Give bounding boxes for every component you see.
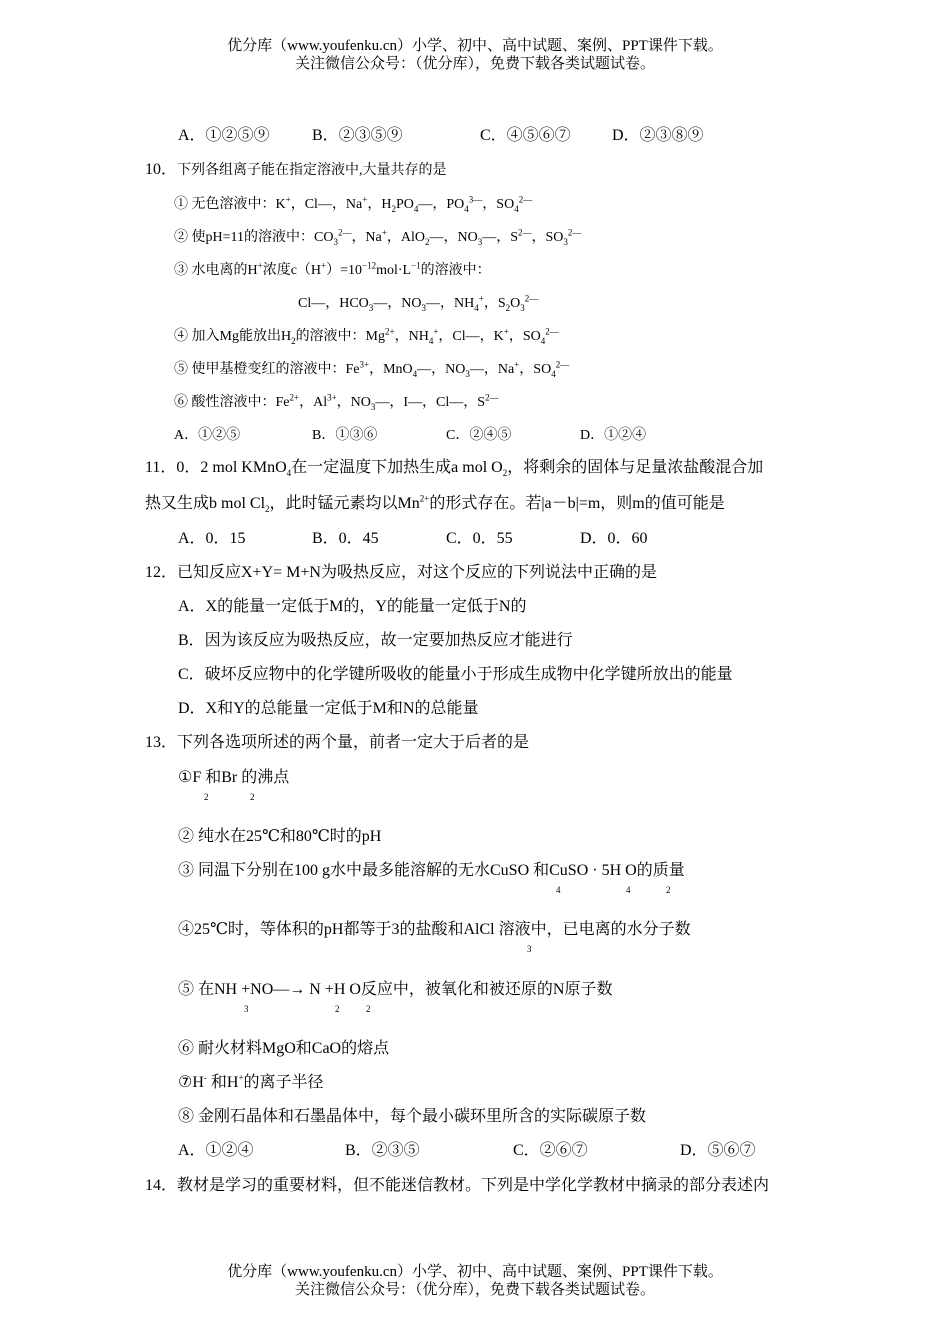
q14-stem: 14．教材是学习的重要材料，但不能迷信教材。下列是中学化学教材中摘录的部分表述内 (145, 1177, 770, 1194)
q13-option-b: B．②③⑤ (345, 1142, 420, 1159)
q12-option-a: A．X的能量一定低于M的，Y的能量一定低于N的 (178, 598, 527, 615)
q10-option-b: B．①③⑥ (312, 428, 378, 443)
page-header-line-2: 关注微信公众号：（优分库），免费下载各类试题试卷。 (294, 56, 655, 72)
q13-subscript: 4 (556, 885, 561, 895)
q13-subscript: 3 (244, 1004, 249, 1014)
q13-subscript: 3 (527, 944, 532, 954)
q12-option-b: B．因为该反应为吸热反应，故一定要加热反应才能进行 (178, 632, 573, 649)
page-header-line-1: 优分库（www.youfenku.cn）小学、初中、高中试题、案例、PPT课件下载。 (227, 38, 723, 54)
page-footer-line-1: 优分库（www.youfenku.cn）小学、初中、高中试题、案例、PPT课件下载。 (227, 1264, 723, 1280)
q10-item-6: ⑥ 酸性溶液中：$Fe^{2+}$，$Al^{3+}$，$NO_3—$，I—，Cl—，$S^{2—}$ (174, 392, 499, 412)
q10-option-a: A．①②⑤ (174, 428, 241, 443)
q13-item-8: ⑧ 金刚石晶体和石墨晶体中，每个最小碳环里所含的实际碳原子数 (178, 1108, 647, 1125)
q13-subscript: 2 (250, 792, 255, 802)
q10-stem-text: 下列各组离子能在指定溶液中,大量共存的是 (177, 163, 447, 178)
q13-option-a: A．①②④ (178, 1142, 254, 1159)
q10-stem (145, 160, 447, 181)
q13-item-6: ⑥ 耐火材料MgO和CaO的熔点 (178, 1040, 390, 1057)
q9-option-d: D．②③⑧⑨ (612, 127, 704, 144)
q13-item-5: ⑤ 在NH +NO—→ N +H O反应中，被氧化和被还原的N原子数 (178, 981, 613, 998)
q10-option-c: C．②④⑤ (446, 428, 512, 443)
q9-option-b: B．②③⑤⑨ (312, 127, 403, 144)
q13-item-7: ⑦H- 和H+的离子半径 (178, 1072, 324, 1091)
q13-item-3: ③ 同温下分别在100 g水中最多能溶解的无水CuSO 和CuSO · 5H O的质量 (178, 862, 685, 879)
q10-item-4: ④ 加入Mg能放出$H_2$的溶液中：$Mg^{2+}$，$NH_4^+$，Cl—，K+，$SO_4^{2—}$ (174, 326, 559, 346)
q11-option-a: A．0．15 (178, 530, 246, 547)
q12-option-d: D．X和Y的总能量一定低于M和N的总能量 (178, 700, 479, 717)
q10-item-1: ① 无色溶液中：K+，Cl—，Na+，$H_2PO_4—$，$PO_4^{3—}$，$SO_4^{2—}$ (174, 194, 533, 214)
q11-option-c: C．0．55 (446, 530, 513, 547)
q10-item-3-ions: Cl—，$HCO_3—$，$NO_3—$，$NH_4^+$，$S_2O_3^{2—}$ (298, 293, 539, 313)
q11-stem-line-1: 11．0．2 mol KMnO$_4$在一定温度下加热生成a mol $O_2$，将剩余的固体与足量浓盐酸混合加 (145, 459, 764, 479)
q12-stem: 12．已知反应X+Y= M+N为吸热反应，对这个反应的下列说法中正确的是 (145, 564, 657, 581)
q10-number: 10． (145, 161, 178, 178)
q13-subscript: 2 (204, 792, 209, 802)
q13-subscript: 2 (666, 885, 671, 895)
q9-option-a: A．①②⑤⑨ (178, 127, 270, 144)
q11-stem-line-2: 热又生成b mol $Cl_2$，此时锰元素均以$Mn^{2+}$的形式存在。若|a－b|=m，则m的值可能是 (145, 493, 725, 515)
q11-option-d: D．0．60 (580, 530, 648, 547)
q10-item-5: ⑤ 使甲基橙变红的溶液中：$Fe^{3+}$，MnO$_4$—，$NO_3—$，Na+，$SO_4^{2—}$ (174, 359, 570, 379)
q10-item-3: ③ 水电离的H+浓度$c(H^+)=10^{-12}mol\cdot L^{-1}$的溶液中： (174, 260, 491, 278)
q13-subscript: 2 (366, 1004, 371, 1014)
q10-option-d: D．①②④ (580, 428, 647, 443)
q10-item-2: ② 使pH=11的溶液中：$CO_3^{2—}$，Na+，AlO$_2$—，$NO_3—$，$S^{2—}$，$SO_3^{2—}$ (174, 227, 582, 247)
q13-option-d: D．⑤⑥⑦ (680, 1142, 756, 1159)
q13-item-1: ①F 和Br 的沸点 (178, 769, 290, 786)
page-footer-line-2: 关注微信公众号：（优分库），免费下载各类试题试卷。 (294, 1282, 655, 1298)
q12-option-c: C．破坏反应物中的化学键所吸收的能量小于形成生成物中化学键所放出的能量 (178, 666, 733, 683)
q13-item-2: ② 纯水在25℃和80℃时的pH (178, 828, 382, 845)
q13-option-c: C．②⑥⑦ (513, 1142, 588, 1159)
q13-stem: 13．下列各选项所述的两个量，前者一定大于后者的是 (145, 734, 530, 751)
q11-option-b: B．0．45 (312, 530, 379, 547)
q13-subscript: 4 (626, 885, 631, 895)
q13-item-4: ④25℃时，等体积的pH都等于3的盐酸和AlCl 溶液中，已电离的水分子数 (178, 921, 691, 938)
q9-option-c: C．④⑤⑥⑦ (480, 127, 571, 144)
q13-subscript: 2 (335, 1004, 340, 1014)
